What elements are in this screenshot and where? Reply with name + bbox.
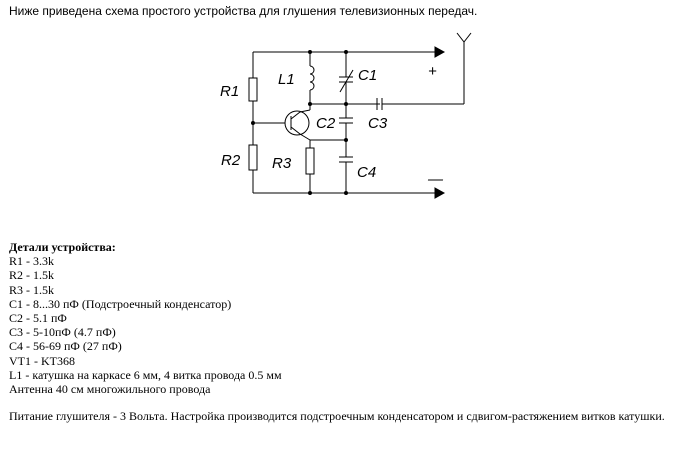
antenna-icon — [457, 33, 464, 42]
label-c1: C1 — [358, 67, 378, 84]
parts-list — [9, 240, 282, 396]
parts-title: Детали устройства: — [9, 240, 116, 254]
intro-text: Ниже приведена схема простого устройства для глушения телевизионных передач. — [9, 4, 478, 18]
label-r3: R3 — [272, 155, 292, 172]
footer-text: Питание глушителя - 3 Вольта. Настройка производится подстроечным конденсатором и сдвигом-растяжением витков катушки. — [9, 409, 665, 423]
label-c4: C4 — [357, 164, 377, 181]
list-item: VT1 - KT368 — [9, 353, 75, 368]
list-item: C3 - 5-10пФ (4.7 пФ) — [9, 325, 116, 340]
list-item: Антенна 40 см многожильного провода — [9, 382, 211, 397]
resistor-icon — [249, 145, 257, 170]
resistor-icon — [249, 78, 257, 101]
resistor-icon — [306, 148, 314, 174]
label-plus: + — [428, 63, 437, 80]
list-item: R3 - 1.5k — [9, 282, 54, 297]
list-item: R2 - 1.5k — [9, 268, 54, 283]
label-minus: — — [428, 171, 443, 188]
arrow-icon — [435, 188, 444, 198]
arrow-icon — [435, 47, 444, 57]
list-item: C4 - 56-69 пФ (27 пФ) — [9, 339, 122, 354]
list-item: L1 - катушка на каркасе 6 мм, 4 витка провода 0.5 мм — [9, 367, 282, 382]
inductor-icon — [310, 66, 314, 90]
list-item: C2 - 5.1 пФ — [9, 311, 67, 326]
label-r1: R1 — [220, 83, 240, 100]
label-c3: C3 — [368, 115, 388, 132]
label-c2: C2 — [316, 115, 336, 132]
list-item: R1 - 3.3k — [9, 254, 54, 269]
list-item: C1 - 8...30 пФ (Подстроечный конденсатор) — [9, 296, 232, 311]
label-l1: L1 — [278, 71, 295, 88]
label-r2: R2 — [221, 152, 241, 169]
